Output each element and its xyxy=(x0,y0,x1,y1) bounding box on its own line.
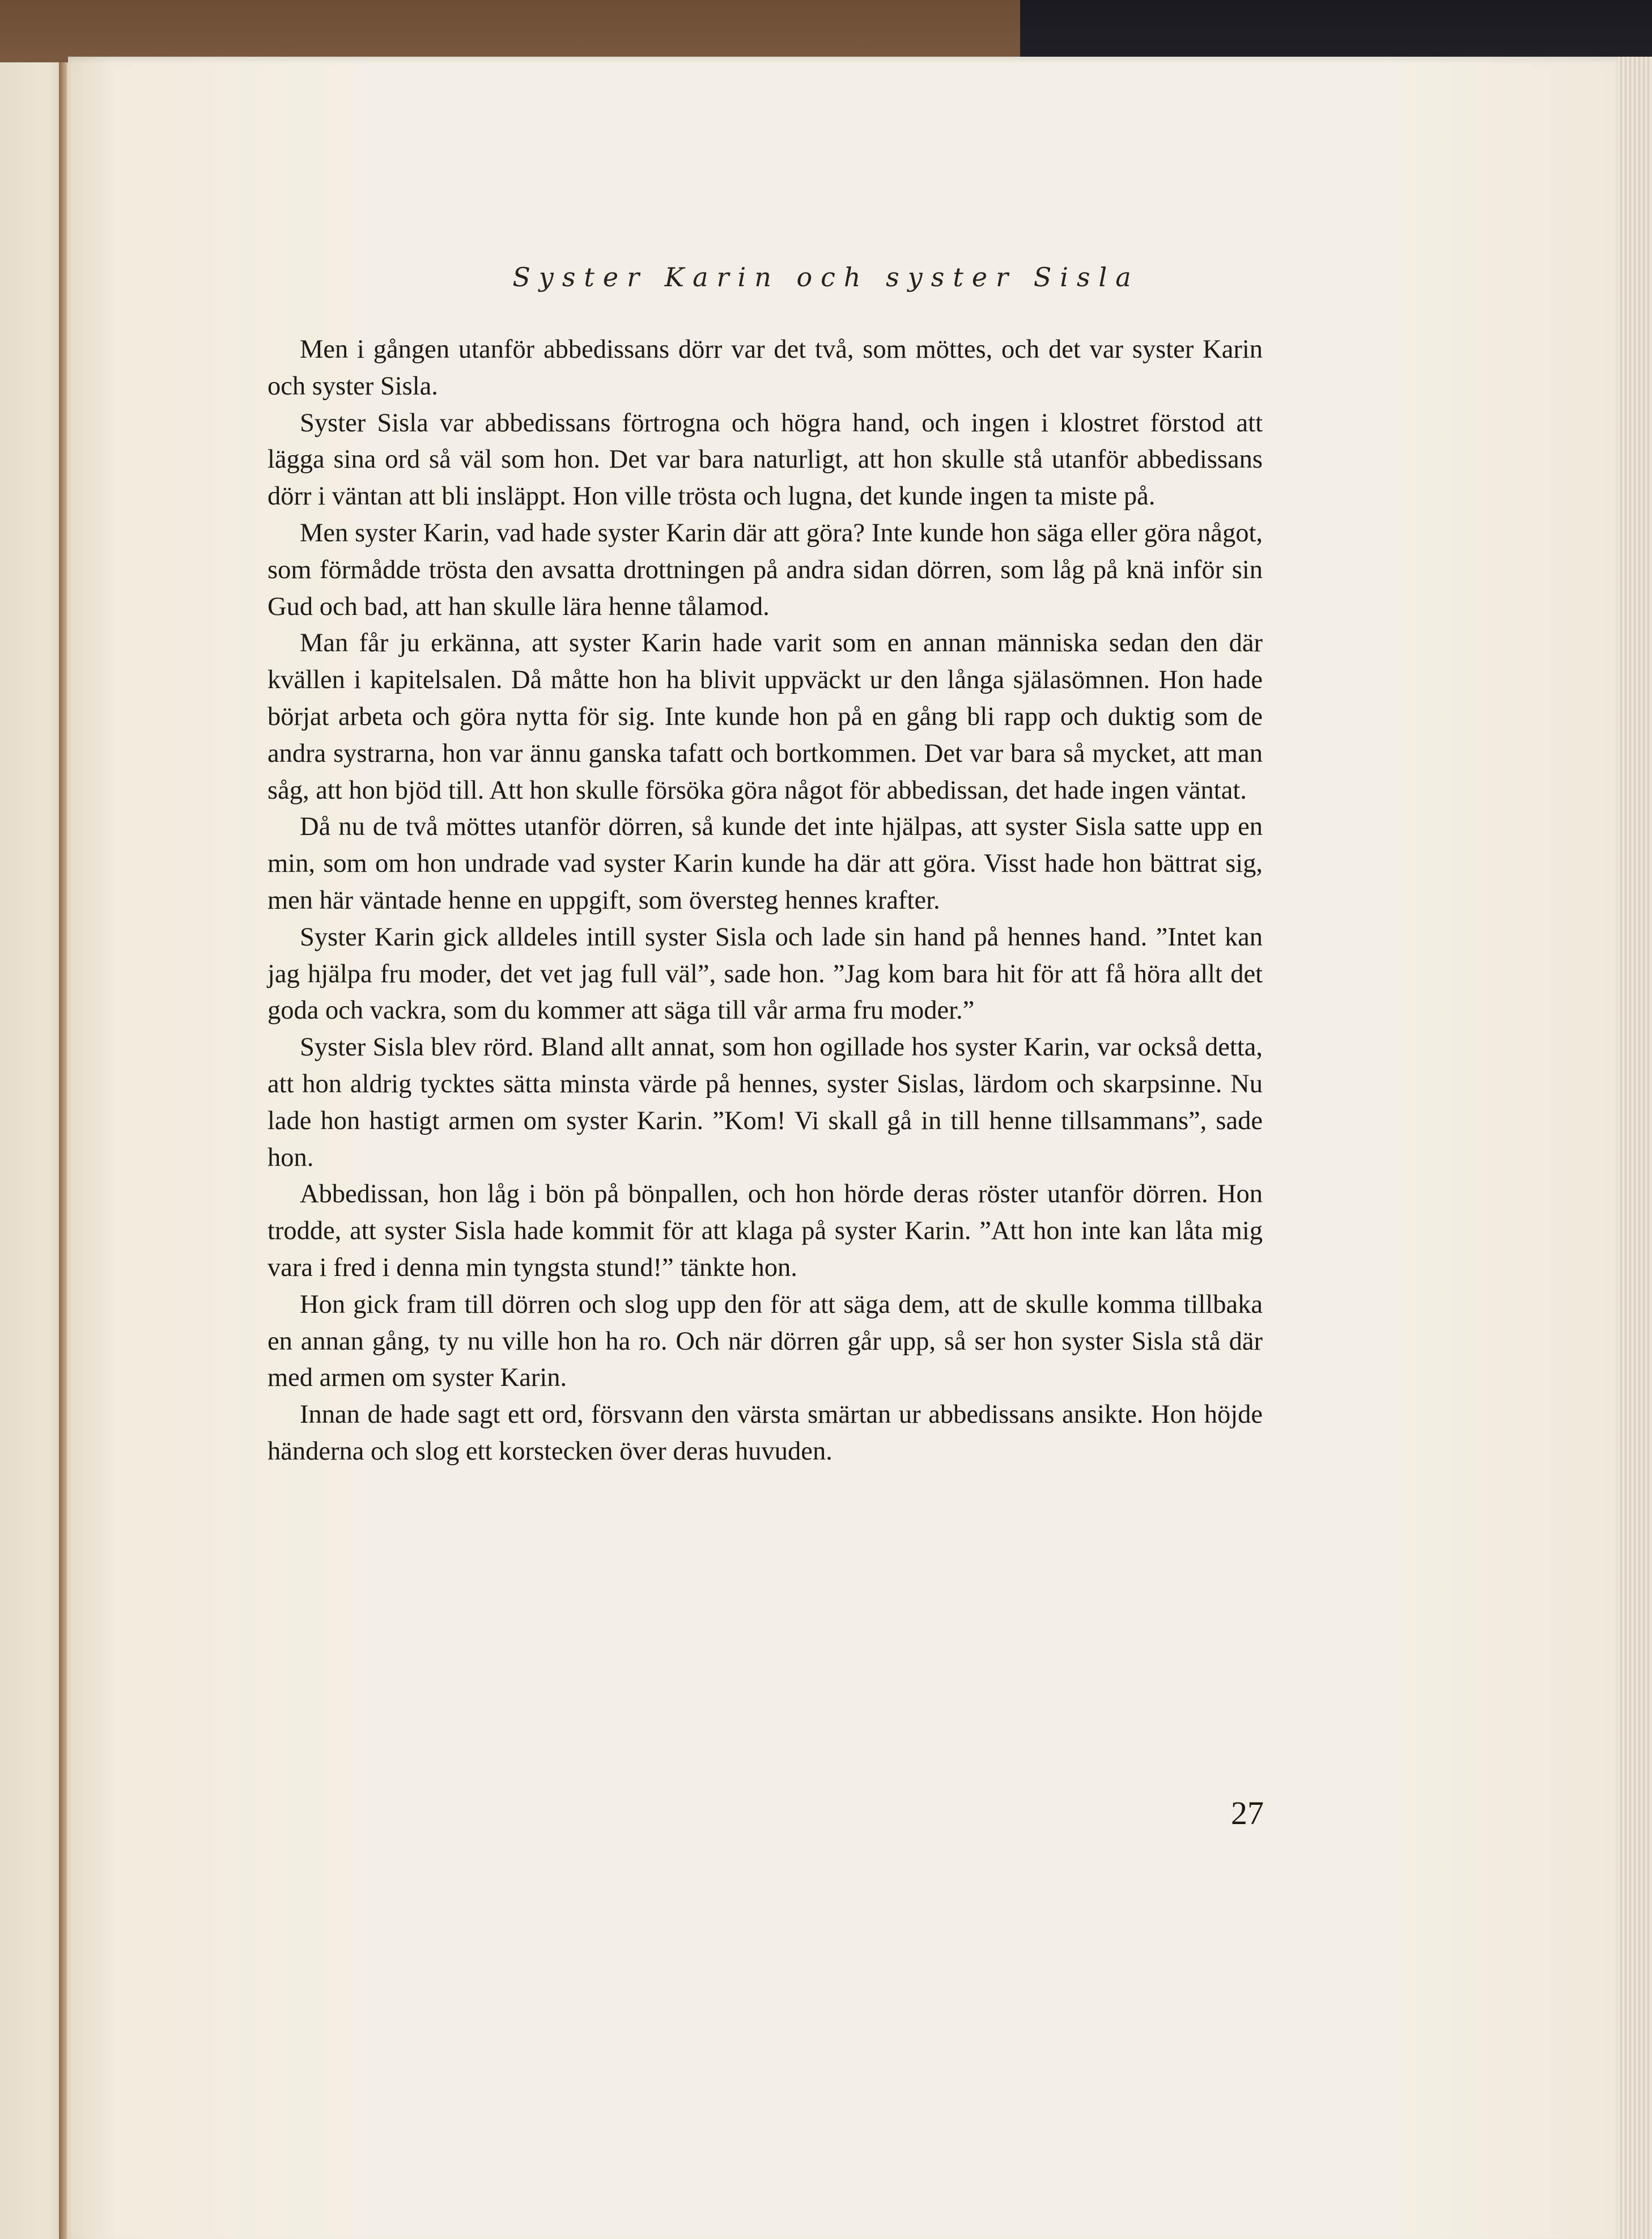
paragraph: Men i gången utanför abbedissans dörr var det två, som möttes, och det var syster Karin och syster Sisla. xyxy=(267,335,1263,401)
paragraph: Syster Sisla var abbedissans förtrogna och högra hand, och ingen i klostret förstod att lägga sina ord så väl som hon. Det var bara naturligt, att hon skulle stå utanför abbedissans dörr i väntan att bli insläppt. Hon ville trösta och lugna, det kunde ingen ta miste på. xyxy=(267,408,1263,511)
paragraph: Hon gick fram till dörren och slog upp den för att säga dem, att de skulle komma tillbaka en annan gång, ty nu ville hon ha ro. Och när dörren går upp, så ser hon syster Sisla stå där med armen om syster Karin. xyxy=(267,1290,1263,1393)
left-page-edge xyxy=(0,62,68,2239)
paragraph: Syster Sisla blev rörd. Bland allt annat, som hon ogillade hos syster Karin, var också detta, att hon aldrig tycktes sätta minsta värde på hennes, syster Sislas, lärdom och skarpsinne. Nu lade hon hastigt armen om syster Karin. ”Kom! Vi skall gå in till henne tillsammans”, sade hon. xyxy=(267,1033,1263,1172)
page-number: 27 xyxy=(1231,1795,1264,1831)
body-text xyxy=(267,332,1263,1470)
book-spine-edge xyxy=(59,62,67,2239)
paragraph: Då nu de två möttes utanför dörren, så kunde det inte hjälpas, att syster Sisla satte upp en min, som om hon undrade vad syster Karin kunde ha där att göra. Visst hade hon bättrat sig, men här väntade henne en uppgift, som översteg hennes krafter. xyxy=(267,812,1263,915)
paragraph: Abbedissan, hon låg i bön på bönpallen, och hon hörde deras röster utanför dörren. Hon trodde, att syster Sisla hade kommit för att klaga på syster Karin. ”Att hon inte kan låta mig vara i fred i denna min tyngsta stund!” tänkte hon. xyxy=(267,1180,1263,1282)
paragraph: Syster Karin gick alldeles intill syster Sisla och lade sin hand på hennes hand. ”Intet kan jag hjälpa fru moder, det vet jag full väl”, sade hon. ”Jag kom bara hit för att få höra allt det goda och vackra, som du kommer att säga till vår arma fru moder.” xyxy=(267,922,1263,1025)
paragraph: Innan de hade sagt ett ord, försvann den värsta smärtan ur abbedissans ansikte. Hon höjde händerna och slog ett korstecken över deras huvuden. xyxy=(267,1400,1263,1466)
paragraph: Man får ju erkänna, att syster Karin hade varit som en annan människa sedan den där kvällen i kapitelsalen. Då måtte hon ha blivit uppväckt ur den långa själasömnen. Hon hade börjat arbeta och göra nytta för sig. Inte kunde hon på en gång bli rapp och duktig som de andra systrarna, hon var ännu ganska tafatt och bortkommen. Det var bara så mycket, att man såg, att hon bjöd till. Att hon skulle försöka göra något för abbedissan, det hade ingen väntat. xyxy=(267,629,1263,805)
page-stack-edges xyxy=(1612,57,1652,2239)
paragraph: Men syster Karin, vad hade syster Karin där att göra? Inte kunde hon säga eller göra något, som förmådde trösta den avsatta drottningen på andra sidan dörren, som låg på knä inför sin Gud och bad, att han skulle lära henne tålamod. xyxy=(267,518,1263,621)
running-head: Syster Karin och syster Sisla xyxy=(512,262,1140,292)
